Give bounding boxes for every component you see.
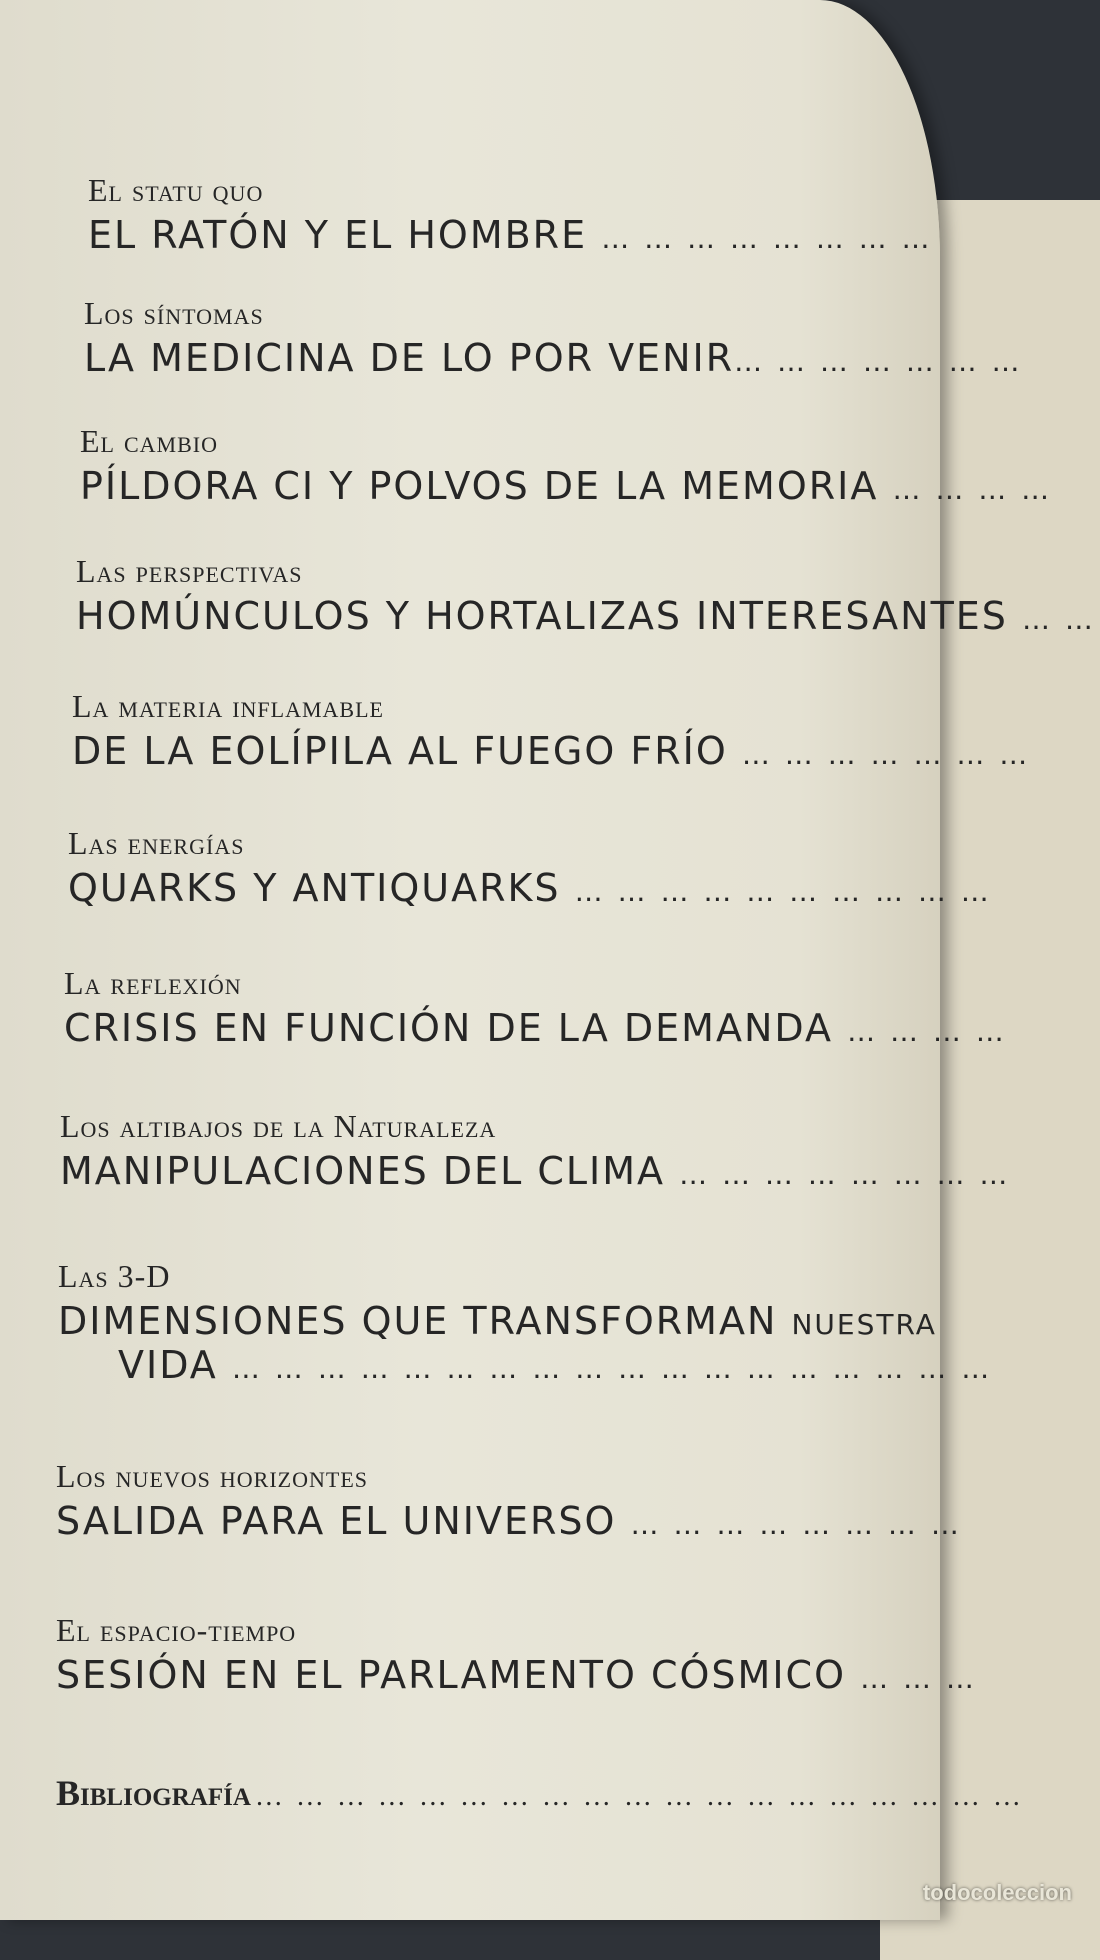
toc-entry-title-continued: VIDA … … … … … … … … … … … … … … … … … …	[118, 1343, 993, 1387]
dot-leader: … … … … … … … … … … … … … … … … … … …	[254, 1781, 1024, 1812]
toc-bibliography	[56, 1772, 1024, 1814]
toc-entry-title: EL RATÓN Y EL HOMBRE … … … … … … … …	[88, 213, 933, 257]
toc-entry	[76, 553, 1096, 638]
toc-entry-title: DE LA EOLÍPILA AL FUEGO FRÍO … … … … … … …	[72, 729, 1031, 773]
dot-leader: … …	[1022, 603, 1096, 636]
toc-entry-subtitle: El cambio	[80, 423, 218, 459]
dot-leader: … … … … … … … … … …	[574, 875, 992, 908]
dot-leader: … … … … … … …	[734, 345, 1023, 378]
toc-entry	[68, 825, 992, 910]
toc-entry-subtitle: El espacio-tiempo	[56, 1612, 297, 1648]
toc-entry	[72, 688, 1030, 773]
toc-entry-title: SESIÓN EN EL PARLAMENTO CÓSMICO … … …	[56, 1653, 977, 1697]
toc-entry-subtitle: Los nuevos horizontes	[56, 1458, 368, 1494]
toc-entry	[58, 1258, 992, 1387]
dot-leader: … … … … … … …	[741, 738, 1031, 771]
toc-entry	[84, 295, 1023, 380]
dot-leader: … … … … … … … … … … … … … … … … … …	[231, 1352, 993, 1385]
toc-entry-subtitle: La materia inflamable	[72, 688, 384, 724]
dot-leader: … … … … … … … …	[601, 222, 933, 255]
dot-leader: … … … …	[892, 473, 1053, 506]
toc-entry	[56, 1458, 962, 1543]
bibliography-title: Bibliografía	[56, 1773, 251, 1813]
toc-entry	[60, 1108, 1010, 1193]
toc-entry-title: LA MEDICINA DE LO POR VENIR… … … … … … …	[84, 336, 1023, 380]
toc-entry-subtitle: La reflexión	[64, 965, 242, 1001]
toc-entry-subtitle: Los síntomas	[84, 295, 264, 331]
toc-entry-title: PÍLDORA CI Y POLVOS DE LA MEMORIA … … … …	[80, 464, 1053, 508]
dot-leader: … … … … … … … …	[679, 1158, 1011, 1191]
dot-leader: … … …	[860, 1662, 977, 1695]
toc-entry	[64, 965, 1007, 1050]
toc-entry-subtitle: Las energías	[68, 825, 245, 861]
toc-entry-subtitle: Las 3-D	[58, 1258, 171, 1294]
toc-entry-title: DIMENSIONES QUE TRANSFORMAN NUESTRA	[58, 1299, 937, 1343]
toc-entry-subtitle: El statu quo	[88, 172, 264, 208]
dot-leader: … … … …	[847, 1015, 1007, 1048]
toc-entry	[80, 423, 1052, 508]
toc-entry-title: HOMÚNCULOS Y HORTALIZAS INTERESANTES … …	[76, 594, 1096, 638]
toc-entry-title: SALIDA PARA EL UNIVERSO … … … … … … … …	[56, 1499, 962, 1543]
watermark: todocoleccion	[922, 1880, 1072, 1905]
toc-entry-subtitle: Las perspectivas	[76, 553, 303, 589]
toc-entry-title: MANIPULACIONES DEL CLIMA … … … … … … … …	[60, 1149, 1011, 1193]
toc-entry-subtitle: Los altibajos de la Naturaleza	[60, 1108, 497, 1144]
toc-entry	[88, 172, 933, 257]
toc-entry-title: QUARKS Y ANTIQUARKS … … … … … … … … … …	[68, 866, 992, 910]
dot-leader: … … … … … … … …	[630, 1508, 962, 1541]
toc-entry	[56, 1612, 977, 1697]
toc-entry-title: CRISIS EN FUNCIÓN DE LA DEMANDA … … … …	[64, 1006, 1007, 1050]
